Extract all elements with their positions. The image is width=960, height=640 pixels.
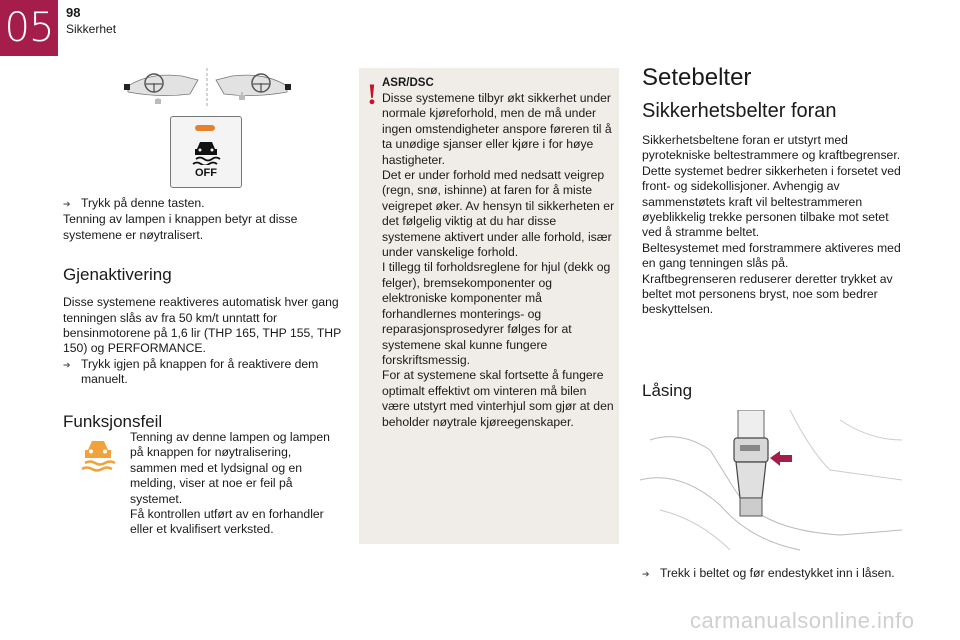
- steering-wheel-illustration: [120, 66, 295, 110]
- esp-off-button: [170, 116, 242, 188]
- seatbelts-paragraph-2: Dette systemet bedrer sikkerheten i forsetet ved front- og sidekollisjoner. Avhengig av sammenstøtets kraft vil beltestrammeren øyeblikkelig trekke personen tilbake mot setet ved å stramme beltet.: [642, 163, 901, 240]
- note-paragraph-4: For at systemene skal fortsette å fungere optimalt effektivt om vinteren må bilen være utstyrt med vinterhjul som gjør at den beholder nøytrale kjøreegenskaper.: [382, 368, 614, 429]
- press-button-description: Tenning av lampen i knappen betyr at disse systemene er nøytralisert.: [63, 212, 298, 242]
- note-heading: ASR/DSC: [382, 77, 434, 89]
- bullet-arrow-icon: ➔: [642, 569, 650, 579]
- right-column: [642, 64, 904, 318]
- section-name: Sikkerhet: [66, 22, 117, 36]
- locking-instruction: [642, 566, 904, 582]
- seatbelts-paragraph-4: Kraftbegrenseren reduserer deretter trykket av beltet mot personens bryst, noe som bedrer beskyttelsen.: [642, 271, 893, 317]
- malfunction-text-2: Få kontrollen utført av en forhandler eller et kvalifisert verksted.: [130, 507, 324, 537]
- malfunction-text-1: Tenning av denne lampen og lampen på knappen for nøytralisering, sammen med et lydsignal og en melding, viser at noe er feil på systemet.: [130, 430, 330, 506]
- watermark: carmanualsonline.info: [690, 608, 915, 633]
- note-paragraph-3: I tillegg til forholdsreglene for hjul (dekk og felger), bremsekomponenter og elektroniske komponenter må forhandlernes monterings- og reparasjonsprosedyrer følges for at systemene skal kunne fungere forskriftsmessig.: [382, 260, 611, 367]
- press-button-text: Trykk på denne tasten.: [81, 196, 205, 210]
- seatbelts-title: Setebelter: [642, 64, 752, 91]
- locking-title: Låsing: [642, 381, 693, 400]
- bullet-arrow-icon: ➔: [63, 359, 71, 370]
- note-body: [382, 76, 616, 430]
- note-paragraph-1: Disse systemene tilbyr økt sikkerhet under normale kjøreforhold, men de må under ingen omstendigheter anspore føreren til å ta unødige sjanser eller kjøre i for høye hastigheter.: [382, 91, 612, 167]
- bullet-arrow-icon: ➔: [63, 199, 71, 209]
- reactivation-text: Disse systemene reaktiveres automatisk hver gang tenningen slås av fra 50 km/t unntatt for bensinmotorene på 1,6 lir (THP 165, THP 155, THP 150) og PERFORMANCE.: [63, 295, 341, 356]
- indicator-lamp: [195, 125, 215, 131]
- page-number: 98: [66, 5, 81, 20]
- reactivation-instruction: [63, 357, 345, 388]
- locking-bullet-text: Trekk i beltet og før endestykket inn i låsen.: [660, 566, 895, 580]
- left-column: [63, 196, 345, 442]
- reactivation-bullet-text: Trykk igjen på knappen for å reaktivere dem manuelt.: [81, 356, 319, 387]
- seatbelt-buckle-illustration: [640, 410, 902, 555]
- note-paragraph-2: Det er under forhold med nedsatt veigrep (regn, snø, ishinne) at faren for å miste veigrepet øker. Av hensyn til sikkerheten er det følgelig viktig at du har disse systemene aktivert under alle forhold, især under vanskelige forhold.: [382, 168, 615, 260]
- warning-exclamation-icon: !: [367, 78, 377, 111]
- malfunction-block: [130, 430, 335, 538]
- asr-dsc-note: [359, 68, 619, 544]
- front-seatbelts-title: Sikkerhetsbelter foran: [642, 100, 837, 122]
- malfunction-title: Funksjonsfeil: [63, 411, 163, 431]
- press-button-instruction: [63, 196, 345, 212]
- seatbelts-paragraph-3: Beltesystemet med forstrammere aktiveres med en gang tenningen slås på.: [642, 240, 901, 271]
- off-label: OFF: [195, 167, 217, 179]
- reactivation-title: Gjenaktivering: [63, 265, 172, 285]
- skid-car-icon: [191, 139, 221, 165]
- seatbelts-paragraph-1: Sikkerhetsbeltene foran er utstyrt med pyrotekniske beltestrammere og kraftbegrenser.: [642, 133, 901, 163]
- esp-warning-lamp-icon: [80, 436, 116, 472]
- chapter-tab: 05: [0, 0, 58, 56]
